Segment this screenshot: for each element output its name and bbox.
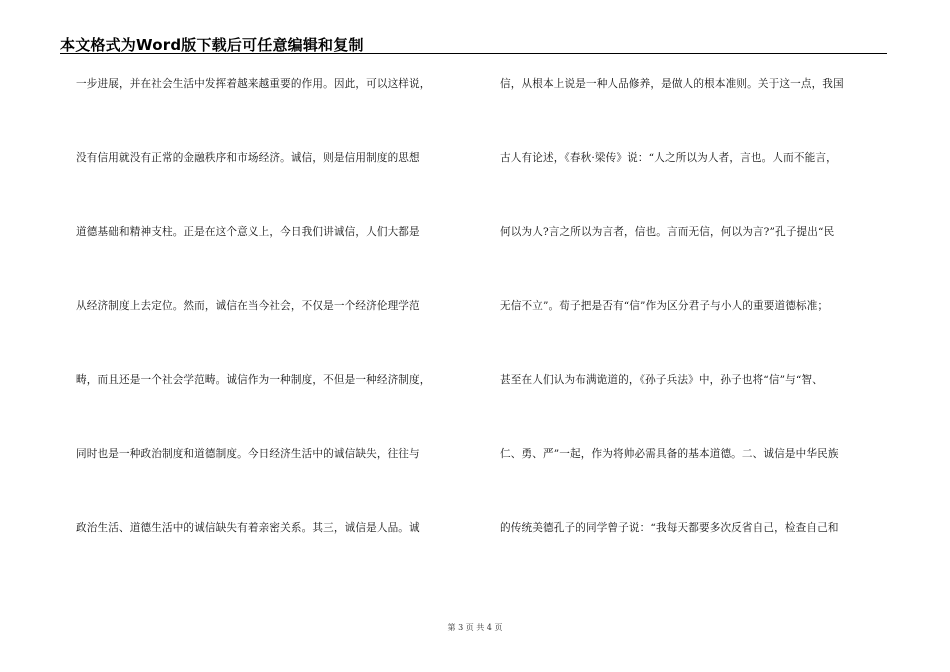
text-line: 的传统美德孔子的同学曾子说：“我每天都要多次反省自己，检查自己和 bbox=[500, 522, 839, 534]
text-line: 信，从根本上说是一种人品修养，是做人的根本准则。关于这一点，我国 bbox=[500, 78, 844, 90]
text-line: 道德基础和精神支柱。正是在这个意义上，今日我们讲诚信，人们大都是 bbox=[76, 226, 420, 238]
document-header-title: 本文格式为Word版下载后可任意编辑和复制 bbox=[60, 36, 364, 54]
text-line: 仁、勇、严”一起，作为将帅必需具备的基本道德。二、诚信是中华民族 bbox=[500, 448, 839, 460]
text-line: 政治生活、道德生活中的诚信缺失有着亲密关系。其三，诚信是人品。诚 bbox=[76, 522, 420, 534]
text-line: 同时也是一种政治制度和道德制度。今日经济生活中的诚信缺失，往往与 bbox=[76, 448, 420, 460]
text-line: 一步进展，并在社会生活中发挥着越来越重要的作用。因此，可以这样说， bbox=[76, 78, 431, 90]
text-line: 古人有论述，《春秋·梁传》说：“人之所以为人者，言也。人而不能言， bbox=[500, 152, 837, 164]
text-line: 甚至在人们认为布满诡道的，《孙子兵法》中，孙子也将“信”与“智、 bbox=[500, 374, 823, 386]
text-line: 没有信用就没有正常的金融秩序和市场经济。诚信，则是信用制度的思想 bbox=[76, 152, 420, 164]
page-number: 第 3 页 共 4 页 bbox=[447, 623, 503, 632]
text-line: 畴，而且还是一个社会学范畴。诚信作为一种制度，不但是一种经济制度， bbox=[76, 374, 431, 386]
text-line: 从经济制度上去定位。然而，诚信在当今社会，不仅是一个经济伦理学范 bbox=[76, 300, 420, 312]
header-divider bbox=[60, 53, 887, 54]
text-line: 何以为人?言之所以为言者，信也。言而无信，何以为言?”孔子提出“民 bbox=[500, 226, 835, 238]
text-line: 无信不立”。荀子把是否有“信”作为区分君子与小人的重要道德标准； bbox=[500, 300, 829, 312]
